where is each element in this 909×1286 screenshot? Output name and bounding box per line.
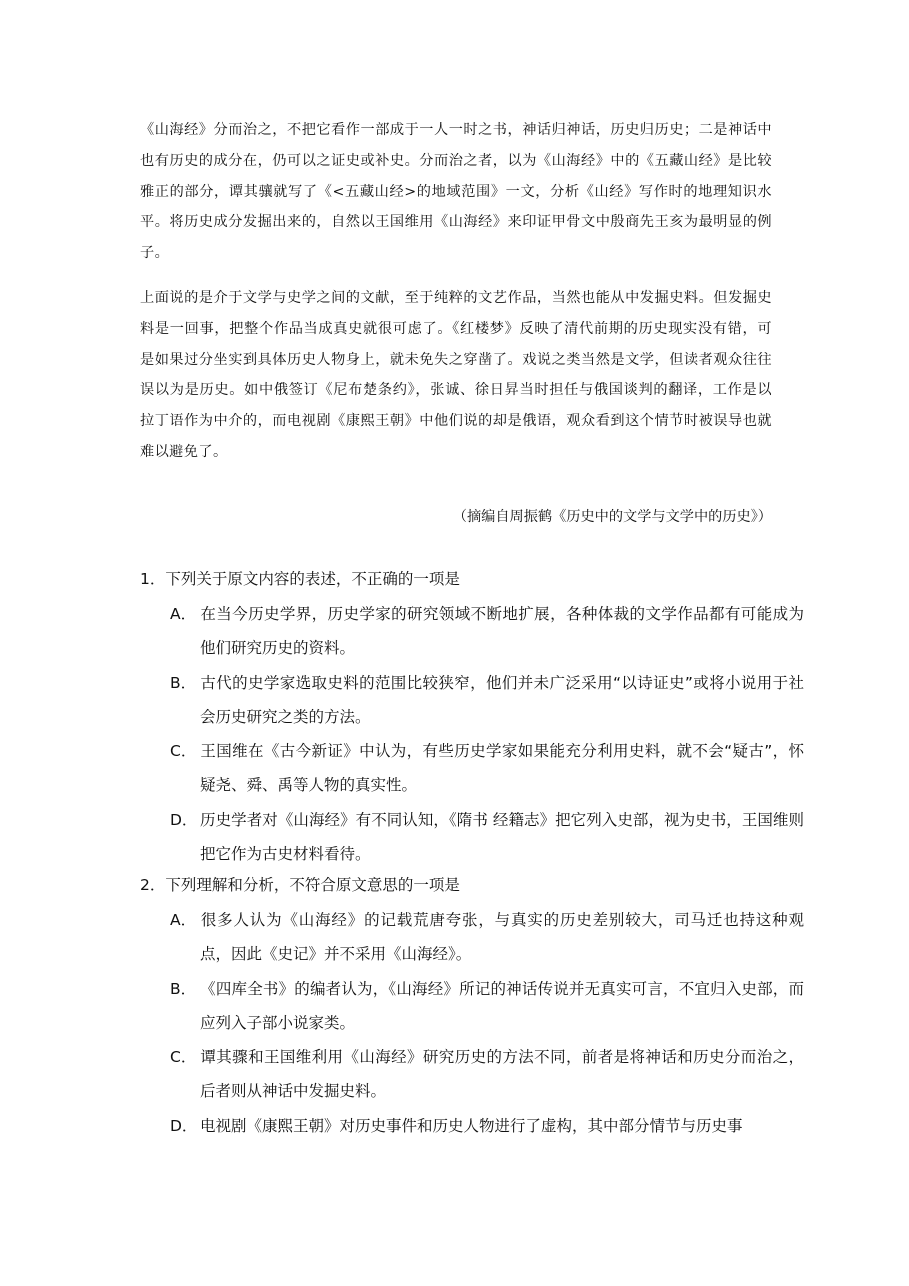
question-2-option-c [170, 1040, 804, 1108]
passage-paragraph-1: 《山海经》分而治之，不把它看作一部成于一人一时之书，神话归神话，历史归历史；二是神话中也有历史的成分在，仍可以之证史或补史。分而治之者，以为《山海经》中的《五藏山经》是比较雅正的部分，谭其骧就写了《<五藏山经>的地域范围》一文，分析《山经》写作时的地理知识水平。将历史成分发掘出来的，自然以王国维用《山海经》来印证甲骨文中殷商先王亥为最明显的例子。 [140, 122, 772, 262]
option-text: 很多人认为《山海经》的记载荒唐夸张，与真实的历史差别较大，司马迁也持这种观点，因此《史记》并不采用《山海经》。 [200, 911, 804, 963]
question-1-option-a [170, 597, 804, 665]
passage-paragraph-2: 上面说的是介于文学与史学之间的文献，至于纯粹的文艺作品，当然也能从中发掘史料。但发掘史料是一回事，把整个作品当成真史就很可虑了。《红楼梦》反映了清代前期的历史现实没有错，可是如果过分坐实到具体历史人物身上，就未免失之穿凿了。戏说之类当然是文学，但读者观众往往误以为是历史。如中俄签订《尼布楚条约》，张诚、徐日昇当时担任与俄国谈判的翻译，工作是以拉丁语作为中介的，而电视剧《康熙王朝》中他们说的却是俄语，观众看到这个情节时被误导也就难以避免了。 [140, 290, 772, 460]
option-letter: B． [170, 980, 197, 998]
option-text: 在当今历史学界，历史学家的研究领域不断地扩展，各种体裁的文学作品都有可能成为他们研究历史的资料。 [200, 605, 804, 657]
question-1-option-b [170, 666, 804, 734]
option-text: 王国维在《古今新证》中认为，有些历史学家如果能充分利用史料，就不会“疑古”，怀疑尧、舜、禹等人物的真实性。 [200, 742, 804, 794]
question-2-option-d [170, 1109, 804, 1143]
question-1-stem: 1．下列关于原文内容的表述，不正确的一项是 [140, 570, 460, 588]
option-text: 《四库全书》的编者认为，《山海经》所记的神话传说并无真实可言，不宜归入史部，而应列入子部小说家类。 [200, 980, 804, 1032]
option-letter: A． [170, 911, 197, 929]
question-2-option-b [170, 972, 804, 1040]
question-1-option-d [170, 803, 804, 871]
question-2-option-a [170, 903, 804, 971]
option-letter: A． [170, 605, 197, 623]
option-text: 历史学者对《山海经》有不同认知，《隋书 经籍志》把它列入史部，视为史书，王国维则把它作为古史材料看待。 [200, 811, 804, 863]
option-text: 古代的史学家选取史料的范围比较狭窄，他们并未广泛采用“以诗证史”或将小说用于社会历史研究之类的方法。 [200, 674, 804, 726]
option-text: 谭其骤和王国维利用《山海经》研究历史的方法不同，前者是将神话和历史分而治之，后者则从神话中发掘史料。 [200, 1048, 804, 1100]
option-text: 电视剧《康熙王朝》对历史事件和历史人物进行了虚构，其中部分情节与历史事 [200, 1117, 743, 1135]
passage-source: （摘编自周振鹤《历史中的文学与文学中的历史》） [452, 509, 772, 525]
option-letter: B． [170, 674, 197, 692]
option-letter: D． [170, 811, 198, 829]
option-letter: D． [170, 1117, 198, 1135]
option-letter: C． [170, 742, 197, 760]
question-2-stem: 2．下列理解和分析，不符合原文意思的一项是 [140, 876, 460, 894]
question-1-option-c [170, 734, 804, 802]
option-letter: C． [170, 1048, 197, 1066]
